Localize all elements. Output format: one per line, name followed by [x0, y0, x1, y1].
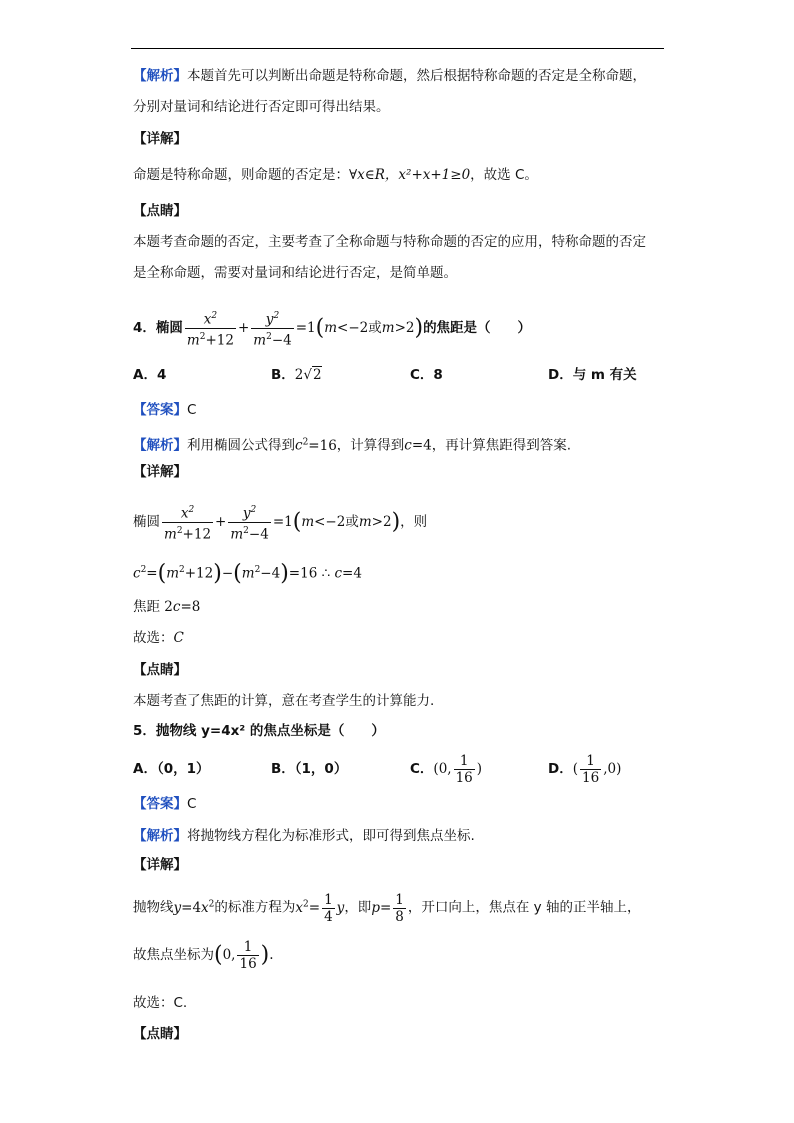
q3-remark-line2: 是全称命题，需要对量词和结论进行否定，是简单题。 [133, 265, 457, 281]
q4-option-c[interactable]: C．8 [410, 367, 443, 383]
q4-remark-tag: 【点睛】 [133, 662, 187, 678]
q5-answer-line: 【答案】C [133, 796, 197, 812]
q4-frac-y: $\frac{y^2}{m^2-4}$ [251, 308, 293, 348]
q4-frac-x: $\frac{x^2}{m^2+12}$ [185, 308, 236, 348]
q4-detail-eq2: $c^2=(m^2+12)-(m^2-4)=16$ ∴ c=4 [133, 561, 362, 586]
q5-detail-tag: 【详解】 [133, 857, 187, 873]
q4-remark-line: 本题考查了焦距的计算，意在考查学生的计算能力. [133, 693, 435, 709]
q5-option-a[interactable]: A．（0，1） [133, 761, 210, 777]
q4-stem: 4．椭圆 $\frac{x^2}{m^2+12}$ + $\frac{y^2}{m^2-4}$ =1(m<−2或m>2)的焦距是（ ） [133, 308, 531, 348]
q5-option-d[interactable]: D．( $\frac{1}{16}$ ,0) [548, 753, 622, 786]
q3-detail-tag: 【详解】 [133, 131, 187, 147]
q4-detail-tag: 【详解】 [133, 464, 187, 480]
q3-remark-tag: 【点睛】 [133, 203, 187, 219]
q5-remark-tag: 【点睛】 [133, 1026, 187, 1042]
q3-analysis-line1: 【解析】本题首先可以判断出命题是特称命题，然后根据特称命题的否定是全称命题， [133, 68, 646, 84]
q3-negation-math: ∀x∈R，x²+x+1≥0 [349, 167, 471, 183]
q4-choose-line: 故选：C [133, 630, 184, 646]
q4-analysis-line: 【解析】利用椭圆公式得到$c^2=16$，计算得到c=4，再计算焦距得到答案. [133, 437, 572, 454]
q5-detail-line1: 抛物线$y=4x^2$的标准方程为$x^2=$ $\frac{1}{4}$ y，即p= $\frac{1}{8}$ ，开口向上，焦点在 y 轴的正半轴上， [133, 891, 641, 925]
q4-option-d[interactable]: D．与 m 有关 [548, 367, 637, 383]
analysis-tag: 【解析】 [133, 68, 187, 84]
q4-answer-line: 【答案】C [133, 402, 197, 418]
q5-analysis-line: 【解析】将抛物线方程化为标准形式，即可得到焦点坐标. [133, 828, 475, 844]
q4-detail-eq1: 椭圆 $\frac{x^2}{m^2+12}$ + $\frac{y^2}{m^2-4}$ =1(m<−2或m>2)，则 [133, 502, 427, 542]
q3-detail-line: 命题是特称命题，则命题的否定是：∀x∈R，x²+x+1≥0，故选 C。 [133, 167, 538, 183]
q5-option-c[interactable]: C．(0, $\frac{1}{16}$ ) [410, 753, 483, 786]
q5-option-b[interactable]: B．（1，0） [271, 761, 348, 777]
q5-choose-line: 故选：C. [133, 995, 188, 1011]
q4-option-a[interactable]: A．4 [133, 367, 167, 383]
q3-analysis-line2: 分别对量词和结论进行否定即可得出结果。 [133, 99, 390, 115]
header-rule [131, 48, 664, 49]
q4-option-b[interactable]: B．2√2 [271, 367, 322, 383]
q4-focal-line: 焦距 2c=8 [133, 599, 201, 615]
q5-detail-line2: 故焦点坐标为(0, $\frac{1}{16}$ ). [133, 939, 274, 972]
q5-stem: 5．抛物线 y=4x² 的焦点坐标是（ ） [133, 723, 385, 739]
q3-remark-line1: 本题考查命题的否定，主要考查了全称命题与特称命题的否定的应用，特称命题的否定 [133, 234, 646, 250]
